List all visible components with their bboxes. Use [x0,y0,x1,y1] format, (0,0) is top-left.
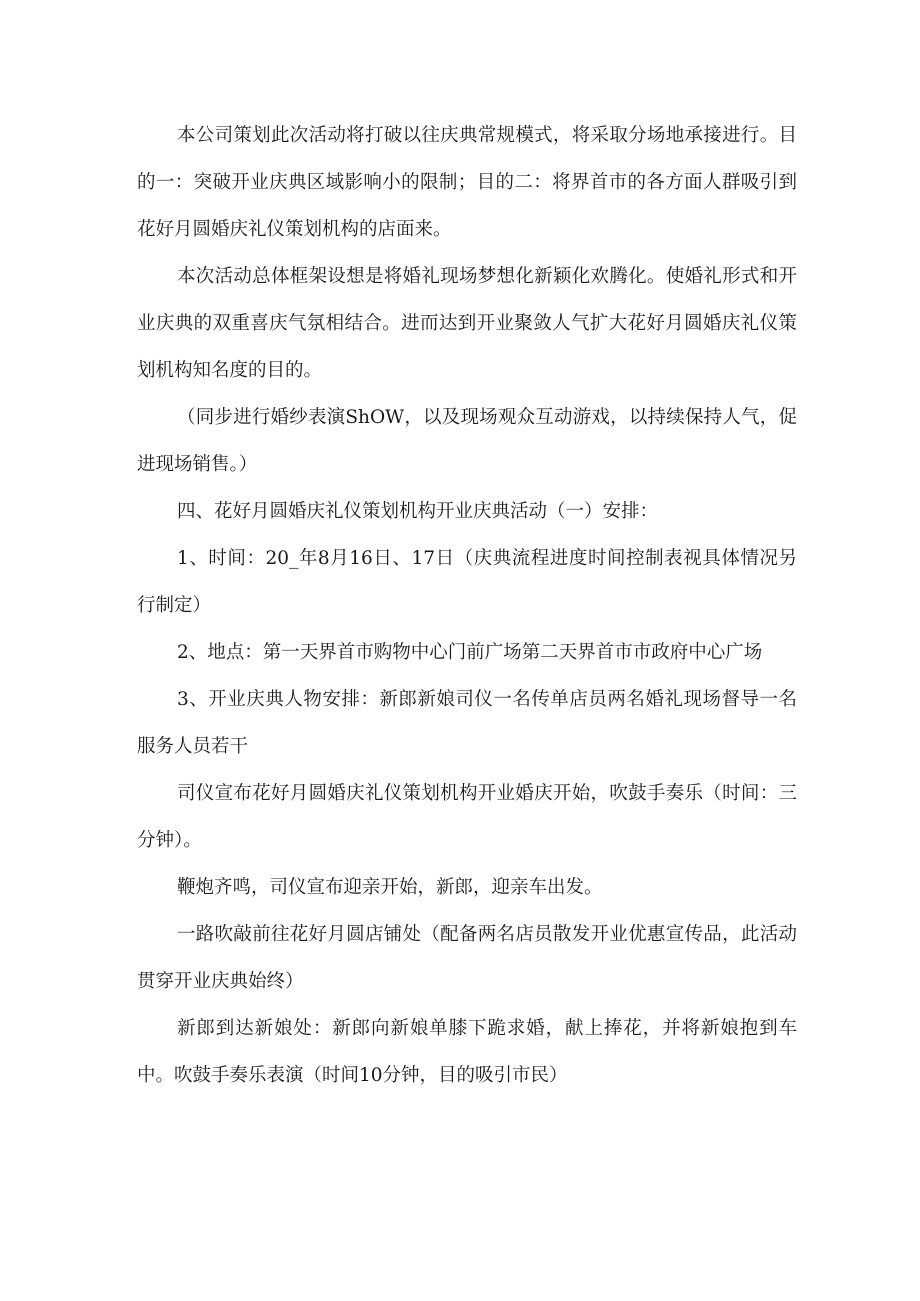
paragraph-firecrackers: 鞭炮齐鸣，司仪宣布迎亲开始，新郎，迎亲车出发。 [177,877,603,898]
paragraph-groom-arrives: 新郎到达新娘处：新郎向新娘单膝下跪求婚，献上捧花，并将新娘抱到车中。吹鼓手奏乐表演（时间10分钟，目的吸引市民） [137,1018,797,1086]
section-heading-schedule: 四、花好月圆婚庆礼仪策划机构开业庆典活动（一）安排： [177,501,659,522]
paragraph-procession: 一路吹敲前往花好月圆店铺处（配备两名店员散发开业优惠宣传品，此活动贯穿开业庆典始终） [137,924,797,992]
paragraph-overall-framework: 本次活动总体框架设想是将婚礼现场梦想化新颖化欢腾化。使婚礼形式和开业庆典的双重喜庆气氛相结合。进而达到开业聚敛人气扩大花好月圆婚庆礼仪策划机构知名度的目的。 [137,266,797,381]
paragraph-opening-announcement: 司仪宣布花好月圆婚庆礼仪策划机构开业婚庆开始，吹鼓手奏乐（时间：三分钟）。 [137,783,797,851]
list-item-time: 1、时间：20_年8月16日、17日（庆典流程进度时间控制表视具体情况另行制定） [137,548,797,616]
paragraph-planning-intro: 本公司策划此次活动将打破以往庆典常规模式，将采取分场地承接进行。目的一：突破开业庆典区域影响小的限制；目的二：将界首市的各方面人群吸引到花好月圆婚庆礼仪策划机构的店面来。 [137,125,797,240]
list-item-staffing: 3、开业庆典人物安排：新郎新娘司仪一名传单店员两名婚礼现场督导一名服务人员若干 [137,689,797,757]
paragraph-wedding-show-note: （同步进行婚纱表演ShOW，以及现场观众互动游戏，以持续保持人气，促进现场销售。） [137,407,797,475]
list-item-location: 2、地点：第一天界首市购物中心门前广场第二天界首市市政府中心广场 [177,642,763,663]
document-body [137,112,797,1099]
